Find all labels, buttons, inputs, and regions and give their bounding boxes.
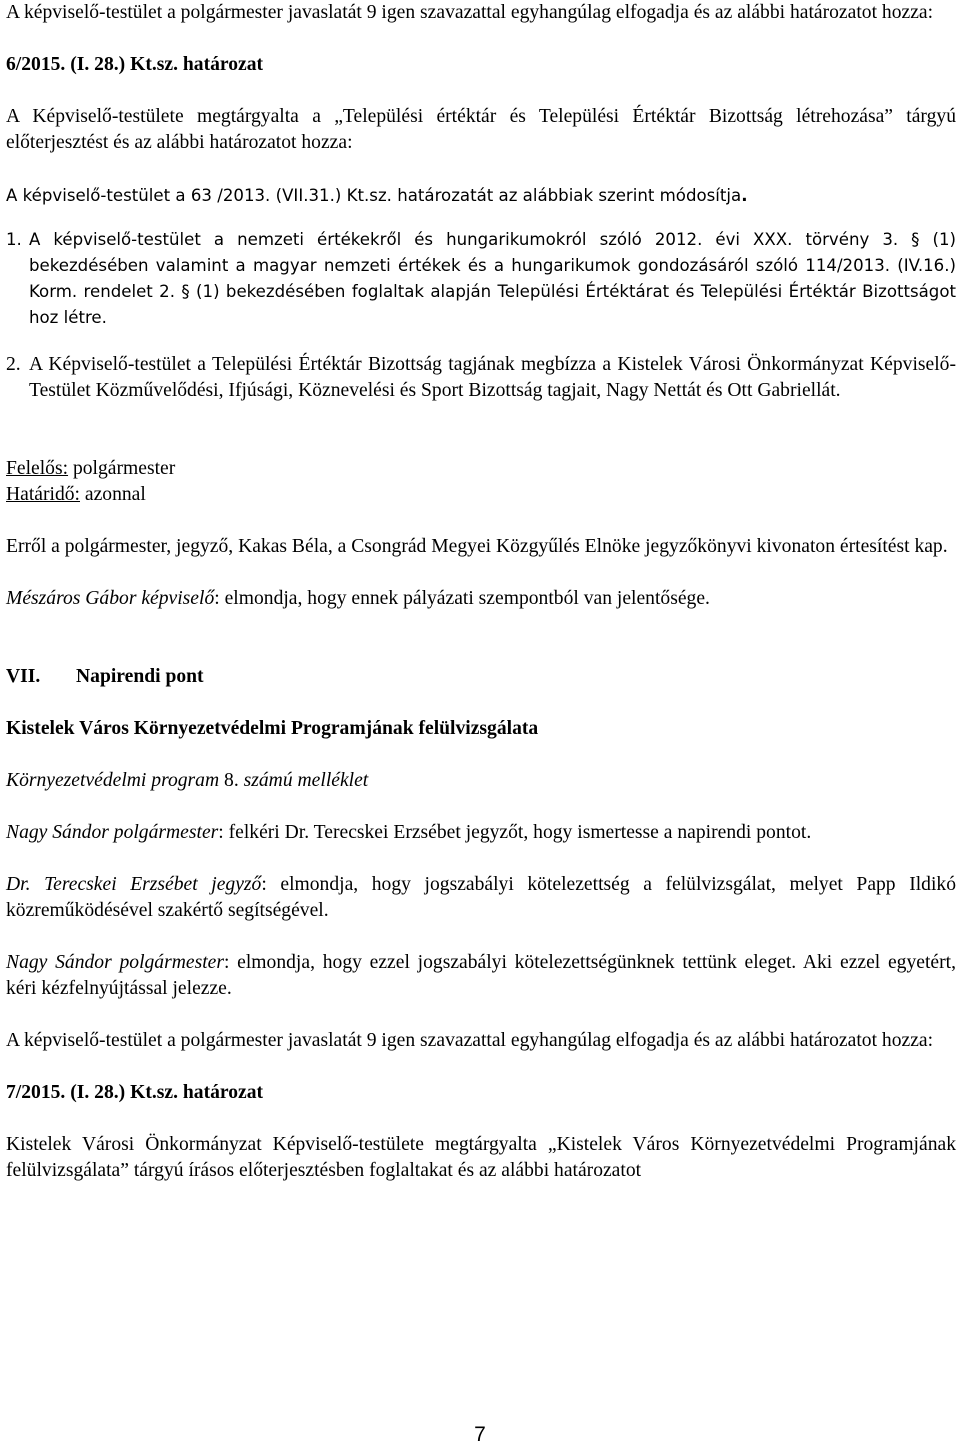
deadline-value: azonnal	[80, 484, 146, 505]
resolution-body-7: Kistelek Városi Önkormányzat Képviselő-testülete megtárgyalta „Kistelek Város Környezetvédelmi Programjának felülvizsgálata” tárgyú írásos előterjesztésben foglaltakat és az alábbi határozatot	[6, 1134, 956, 1181]
resolution-item-1	[6, 227, 956, 331]
responsible-line	[6, 456, 956, 482]
agenda-label: Napirendi pont	[76, 666, 204, 687]
item-text: A képviselő-testület a nemzeti értékekről és hungarikumokról szóló 2012. évi XXX. törvény 3. § (1) bekezdésében valamint a magyar nemzeti értékek és a hungarikumok gondozásáról szóló 114/2013. (IV.16.) Korm. rendelet 2. § (1) bekezdésében foglaltak alapján Települési Értéktárat és Települési Értéktár Bizottságot hoz létre.	[29, 230, 956, 327]
amendment-period: .	[741, 186, 748, 205]
agenda-title: Kistelek Város Környezetvédelmi Programjának felülvizsgálata	[6, 718, 539, 739]
item-number: 1.	[6, 230, 22, 249]
attachment-text-a: Környezetvédelmi program	[6, 770, 225, 791]
resolution-body-6: A Képviselő-testülete megtárgyalta a „Települési értéktár és Települési Értéktár Bizottság létrehozása” tárgyú előterjesztést és az alábbi határozatot hozza:	[6, 106, 956, 153]
speaker-name: Nagy Sándor polgármester	[6, 952, 224, 973]
speaker-name: Dr. Terecskei Erzsébet jegyző	[6, 874, 262, 895]
speaker-text: : elmondja, hogy ezzel jogszabályi kötelezettségünknek tettünk eleget. Aki ezzel egyetért, kéri kézfelnyújtással jelezze.	[6, 952, 956, 999]
discussion-paragraph	[6, 820, 956, 846]
speaker-text: : elmondja, hogy jogszabályi kötelezettség a felülvizsgálat, melyet Papp Ildikó közreműködésével szakértő segítségével.	[6, 874, 956, 921]
attachment-line	[6, 768, 956, 794]
item-number: 2.	[6, 354, 21, 375]
item-text: A Képviselő-testület a Települési Értéktár Bizottság tagjának megbízza a Kistelek Városi Önkormányzat Képviselő-Testület Közművelődési, Ifjúsági, Köznevelési és Sport Bizottság tagjait, Nagy Nettát és Ott Gabriellát.	[29, 354, 956, 401]
responsible-value: polgármester	[68, 458, 176, 479]
resolution-number-7: 7/2015. (I. 28.) Kt.sz. határozat	[6, 1082, 264, 1103]
attachment-number: 8.	[224, 770, 239, 791]
amendment-line	[6, 183, 956, 209]
speaker-name: Nagy Sándor polgármester	[6, 822, 219, 843]
resolution-number-6: 6/2015. (I. 28.) Kt.sz. határozat	[6, 54, 264, 75]
discussion-paragraph	[6, 872, 956, 924]
attachment-text-b: számú melléklet	[238, 770, 369, 791]
notification-paragraph: Erről a polgármester, jegyző, Kakas Béla, a Csongrád Megyei Közgyűlés Elnöke jegyzőkönyvi kivonaton értesítést kap.	[6, 536, 948, 557]
speaker-text: : elmondja, hogy ennek pályázati szempontból van jelentősége.	[214, 588, 710, 609]
agenda-heading	[6, 664, 956, 690]
page-number: 7	[474, 1423, 486, 1446]
discussion-paragraph	[6, 950, 956, 1002]
deadline-line	[6, 482, 956, 508]
speaker-name: Mészáros Gábor képviselő	[6, 588, 215, 609]
responsible-label: Felelős:	[6, 458, 69, 479]
deadline-label: Határidő:	[6, 484, 80, 505]
vote-intro-2: A képviselő-testület a polgármester javaslatát 9 igen szavazattal egyhangúlag elfogadja és az alábbi határozatot hozza:	[6, 1030, 934, 1051]
amendment-prefix: A képviselő-testület a 63 /2013. (VII.31.) Kt.sz.	[6, 186, 392, 205]
vote-intro-1: A képviselő-testület a polgármester javaslatát 9 igen szavazattal egyhangúlag elfogadja és az alábbi határozatot hozza:	[6, 2, 934, 23]
speaker-text: : felkéri Dr. Terecskei Erzsébet jegyzőt, hogy ismertesse a napirendi pontot.	[218, 822, 812, 843]
amendment-text: határozatát az alábbiak szerint módosítja	[397, 186, 742, 205]
resolution-item-2	[6, 352, 956, 404]
speaker-paragraph	[6, 586, 956, 612]
agenda-roman-numeral: VII.	[6, 666, 41, 687]
